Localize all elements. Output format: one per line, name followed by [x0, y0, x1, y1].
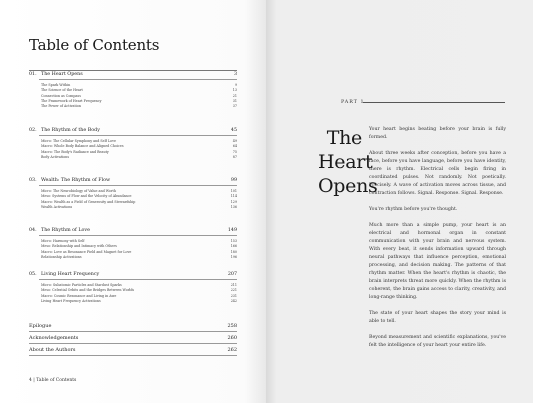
toc-section — [29, 72, 237, 109]
toc-extra-entry[interactable] — [29, 335, 237, 345]
body-paragraph: About three weeks after conception, before you have a face, before you have language, before you have identity, there is rhythm. Electrical cells begin firing in coordinated pulses. Not randomly. Not poetically. Precisely. A wave of activation moves across tissue, and contraction follows. Signal. Response. Signal. Response. — [369, 151, 506, 196]
body-paragraph: The state of your heart shapes the story your mind is able to tell. — [369, 311, 506, 324]
toc-entry-title: Wealth Activations — [41, 204, 73, 209]
body-paragraph: You're rhythm before you're thought. — [369, 207, 458, 212]
toc-entry-title: Relationship Activations — [41, 254, 82, 259]
toc-section-heading[interactable] — [29, 128, 237, 136]
toc-entry-page: 21 — [232, 93, 237, 98]
toc-section-title: The Heart Opens — [41, 72, 83, 77]
toc-entry-page: 196 — [230, 254, 237, 259]
toc-section-page: 207 — [227, 272, 237, 277]
toc-entry-title: The Power of Activation — [41, 104, 81, 109]
toc-entry-page: 166 — [230, 244, 237, 249]
chapter-title — [318, 126, 378, 198]
toc-entry-page: 211 — [230, 283, 237, 287]
toc-section-rule — [39, 235, 237, 236]
toc-title: Table of Contents — [29, 36, 160, 54]
toc-entry-title: Macro: Whole Body Balance and Aligned Choices — [41, 144, 124, 149]
toc-entry-title: Micro: The Cellular Symphony and Self Love — [41, 139, 116, 143]
toc-entry-page: 87 — [232, 154, 237, 159]
toc-entry-title: The Spark Within — [41, 83, 71, 87]
toc-extra-title: About the Authors — [29, 347, 76, 353]
toc-extra-page: 258 — [227, 323, 237, 329]
toc-extra-entry[interactable] — [29, 323, 237, 333]
toc-section-rule — [39, 185, 237, 186]
toc-entry-page: 153 — [230, 239, 237, 243]
toc-extra-title: Epilogue — [29, 323, 52, 329]
toc-entry-title: Macro: Love as Resonance Field and Magnet for Love — [41, 249, 132, 254]
toc-entry[interactable] — [29, 155, 237, 160]
toc-entry-title: Macro: The Body's Radiance and Beauty — [41, 149, 109, 154]
toc-section-page: 149 — [227, 228, 237, 233]
toc-entry-title: Micro: The Neurobiology of Value and Worth — [41, 189, 116, 193]
toc-entry-page: 136 — [230, 204, 237, 209]
toc-entry-title: Connection as Compass — [41, 93, 81, 98]
toc-section — [29, 178, 237, 210]
toc-entry-page: 64 — [232, 144, 237, 149]
toc-section-title: The Rhythm of the Body — [41, 128, 100, 133]
toc-section-number: 02. — [29, 128, 37, 133]
toc-entry-page: 231 — [230, 293, 237, 298]
toc-entry-page: 75 — [232, 149, 237, 154]
toc-section-heading[interactable] — [29, 178, 237, 186]
body-paragraph: Much more than a simple pump, your heart is an electrical and hormonal organ in constant communication with your brain and nervous system. With every beat, it sends information upward through neural pathways that influence perception, emotional processing, and decision making. The patterns of that rhythm matter. When the heart's rhythm is chaotic, the brain interprets threat more quickly. When the rhythm is coherent, the brain gains access to clarity, creativity, and long-range thinking. — [369, 223, 506, 300]
toc-section-heading[interactable] — [29, 72, 237, 80]
toc-entry-page: 13 — [232, 88, 237, 93]
toc-section-number: 03. — [29, 178, 37, 183]
toc-section-page: 3 — [233, 72, 237, 77]
toc-entry[interactable] — [29, 104, 237, 109]
toc-section-rule — [39, 135, 237, 136]
toc-section-title: Wealth: The Rhythm of Flow — [41, 178, 111, 183]
toc-extra-rule — [29, 331, 237, 332]
toc-entry-page: 49 — [232, 139, 237, 143]
toc-section-number: 01. — [29, 72, 37, 77]
chapter-body — [369, 126, 506, 358]
left-page — [0, 0, 266, 403]
toc-section — [29, 128, 237, 160]
toc-entry-page: 37 — [232, 104, 237, 109]
toc-entry-title: Meso: Celestial Orbits and the Bridges Between Worlds — [41, 288, 135, 293]
body-paragraph: Your heart begins beating before your brain is fully formed. — [369, 127, 506, 140]
toc-section-title: The Rhythm of Love — [41, 228, 90, 233]
page-footer: 4 | Table of Contents — [29, 378, 77, 383]
toc-section-number: 04. — [29, 228, 37, 233]
toc-entry-title: Macro: Wealth as a Field of Generosity and Stewardship — [41, 199, 136, 204]
toc-section-heading[interactable] — [29, 272, 237, 280]
toc-entry-title: The Science of the Heart — [41, 88, 83, 93]
toc-section-page: 99 — [230, 178, 237, 183]
toc-entry[interactable] — [29, 205, 237, 210]
toc-extra-title: Acknowledgements — [29, 335, 79, 341]
toc-section — [29, 228, 237, 260]
toc-entry-title: Meso: Systems of Flow and the Velocity of Abundance — [41, 194, 132, 199]
toc-entry-page: 114 — [230, 194, 237, 199]
chapter-title-line: Heart — [318, 151, 373, 173]
chapter-title-line: The — [326, 127, 362, 149]
toc-section-rule — [39, 279, 237, 280]
toc-entry-title: Meso: Relationship and Intimacy with Others — [41, 244, 117, 249]
toc-entry-page: 101 — [230, 189, 237, 193]
toc-entry-title: Living Heart Frequency Activations — [41, 298, 101, 303]
toc-section-page: 45 — [230, 128, 237, 133]
toc-top-rule — [29, 70, 237, 71]
body-paragraph: Beyond measurement and scientific explanations, you've felt the intelligence of your heart your entire life. — [369, 335, 506, 348]
toc-extra-entry[interactable] — [29, 347, 237, 357]
toc-entry-page: 129 — [230, 199, 237, 204]
toc-entry-page: 180 — [230, 249, 237, 254]
toc-section-rule — [39, 79, 237, 80]
toc-section-heading[interactable] — [29, 228, 237, 236]
toc-section-title: Living Heart Frequency — [41, 272, 100, 277]
toc-extra-rule — [29, 355, 237, 356]
toc-section-number: 05. — [29, 272, 37, 277]
toc-entry-title: Macro: Cosmic Resonance and Living in Awe — [41, 293, 117, 298]
toc-entry-title: Body Activations — [41, 154, 70, 159]
toc-extra-page: 260 — [227, 335, 237, 341]
toc-entry-page: 31 — [232, 98, 237, 103]
toc-entry-title: The Framework of Heart Frequency — [41, 98, 102, 103]
part-label: PART 1 — [341, 100, 365, 105]
toc-entry-page: 242 — [230, 298, 237, 303]
part-rule — [363, 102, 505, 103]
toc-entry[interactable] — [29, 255, 237, 260]
toc-entry-page: 221 — [230, 288, 237, 293]
toc-extra-rule — [29, 343, 237, 344]
toc-entry-title: Micro: Subatomic Particles and Stardust Sparks — [41, 283, 122, 287]
toc-section — [29, 272, 237, 304]
toc-entry[interactable] — [29, 299, 237, 304]
toc-entry-page: 9 — [234, 83, 237, 87]
toc-entry-title: Micro: Harmony with Self — [41, 239, 85, 243]
toc-extra-page: 262 — [227, 347, 237, 353]
chapter-title-line: Opens — [318, 175, 378, 197]
